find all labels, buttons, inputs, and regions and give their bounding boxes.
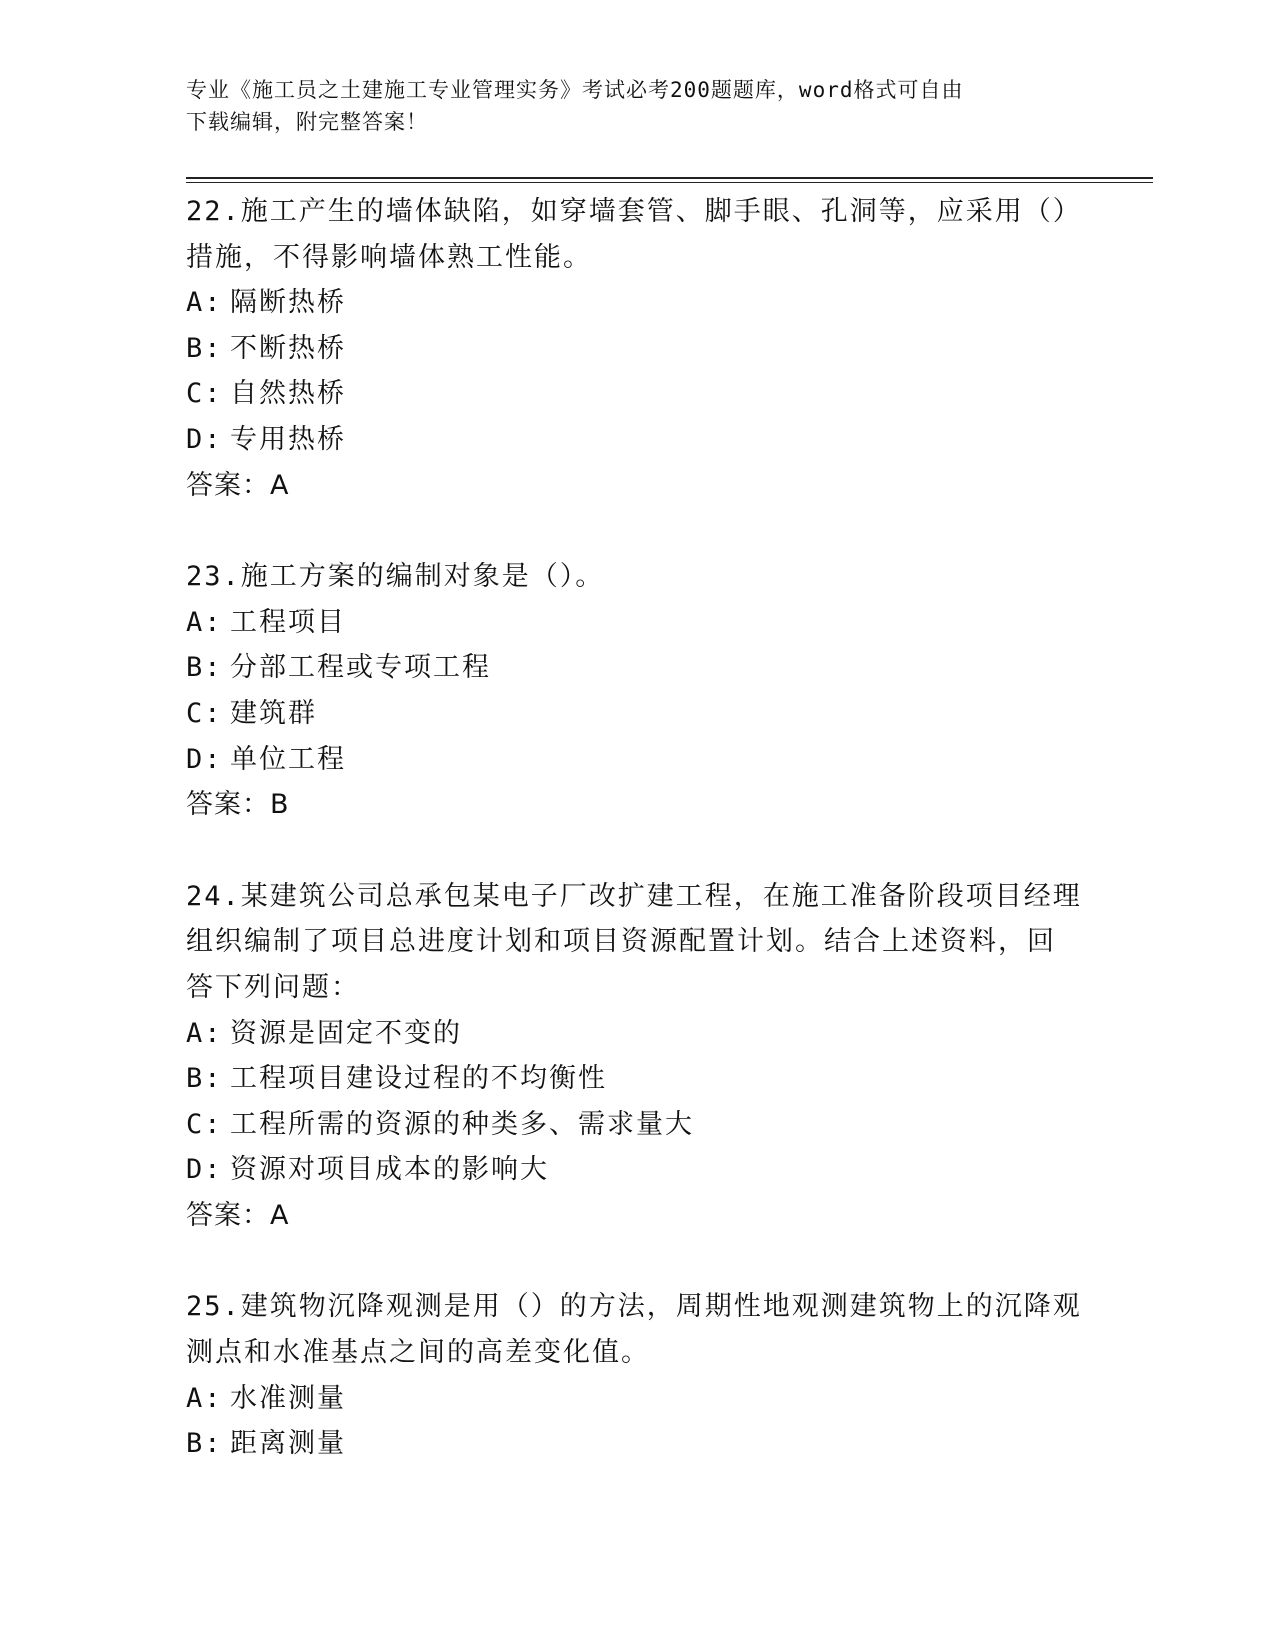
question-23 xyxy=(186,554,1086,828)
option-letter: D: xyxy=(186,423,223,455)
option-letter: A: xyxy=(186,1382,223,1414)
option-text: 隔断热桥 xyxy=(230,287,346,319)
option-b xyxy=(186,1421,1086,1467)
answer-line: 答案：A xyxy=(186,469,290,501)
option-text: 资源对项目成本的影响大 xyxy=(230,1154,549,1186)
question-spacer xyxy=(186,828,1086,874)
option-text: 水准测量 xyxy=(230,1382,346,1414)
question-stem-line: 24.某建筑公司总承包某电子厂改扩建工程，在施工准备阶段项目经理 xyxy=(186,880,1082,912)
answer-line: 答案：B xyxy=(186,789,290,821)
option-d xyxy=(186,737,1086,783)
option-letter: A: xyxy=(186,1017,223,1049)
option-letter: D: xyxy=(186,743,223,775)
question-stem-line: 22.施工产生的墙体缺陷，如穿墙套管、脚手眼、孔洞等，应采用（） xyxy=(186,196,1082,227)
option-text: 分部工程或专项工程 xyxy=(230,652,491,684)
question-stem-line: 措施，不得影响墙体熟工性能。 xyxy=(186,241,592,273)
option-b xyxy=(186,645,1086,691)
option-c xyxy=(186,1102,1086,1148)
question-stem-line: 组织编制了项目总进度计划和项目资源配置计划。结合上述资料，回 xyxy=(186,926,1056,958)
option-text: 工程项目 xyxy=(230,606,346,638)
question-list xyxy=(186,189,1086,1467)
question-stem-line: 答下列问题： xyxy=(186,971,360,1003)
option-text: 工程项目建设过程的不均衡性 xyxy=(230,1063,607,1095)
option-letter: D: xyxy=(186,1154,223,1186)
header-divider-thick xyxy=(186,177,1153,179)
option-letter: B: xyxy=(186,1063,223,1095)
question-22 xyxy=(186,189,1086,508)
option-letter: C: xyxy=(186,378,223,410)
header-divider-thin xyxy=(186,182,1153,183)
document-header xyxy=(186,74,1066,138)
question-spacer xyxy=(186,1238,1086,1284)
option-letter: A: xyxy=(186,287,223,319)
header-line-2: 下载编辑，附完整答案！ xyxy=(186,110,428,134)
option-a xyxy=(186,280,1086,326)
option-text: 距离测量 xyxy=(230,1428,346,1460)
option-letter: B: xyxy=(186,652,223,684)
answer-line: 答案：A xyxy=(186,1199,290,1231)
option-a xyxy=(186,1011,1086,1057)
option-c xyxy=(186,371,1086,417)
option-a xyxy=(186,1376,1086,1422)
option-letter: C: xyxy=(186,697,223,729)
option-letter: B: xyxy=(186,1428,223,1460)
option-text: 专用热桥 xyxy=(230,423,346,455)
question-stem-line: 测点和水准基点之间的高差变化值。 xyxy=(186,1337,650,1369)
header-line-1: 专业《施工员之土建施工专业管理实务》考试必考200题题库，word格式可自由 xyxy=(186,78,964,102)
option-text: 资源是固定不变的 xyxy=(230,1017,462,1049)
option-a xyxy=(186,600,1086,646)
option-b xyxy=(186,1056,1086,1102)
question-25 xyxy=(186,1284,1086,1466)
question-spacer xyxy=(186,508,1086,554)
question-stem-line: 23.施工方案的编制对象是（）。 xyxy=(186,561,605,593)
option-text: 自然热桥 xyxy=(230,378,346,410)
option-b xyxy=(186,326,1086,372)
option-d xyxy=(186,417,1086,463)
question-stem-line: 25.建筑物沉降观测是用（）的方法，周期性地观测建筑物上的沉降观 xyxy=(186,1291,1082,1323)
question-24 xyxy=(186,874,1086,1239)
option-c xyxy=(186,691,1086,737)
option-text: 不断热桥 xyxy=(230,332,346,364)
option-text: 建筑群 xyxy=(230,697,317,729)
option-letter: B: xyxy=(186,332,223,364)
option-letter: C: xyxy=(186,1108,223,1140)
option-letter: A: xyxy=(186,606,223,638)
option-text: 单位工程 xyxy=(230,743,346,775)
option-text: 工程所需的资源的种类多、需求量大 xyxy=(230,1108,694,1140)
option-d xyxy=(186,1147,1086,1193)
